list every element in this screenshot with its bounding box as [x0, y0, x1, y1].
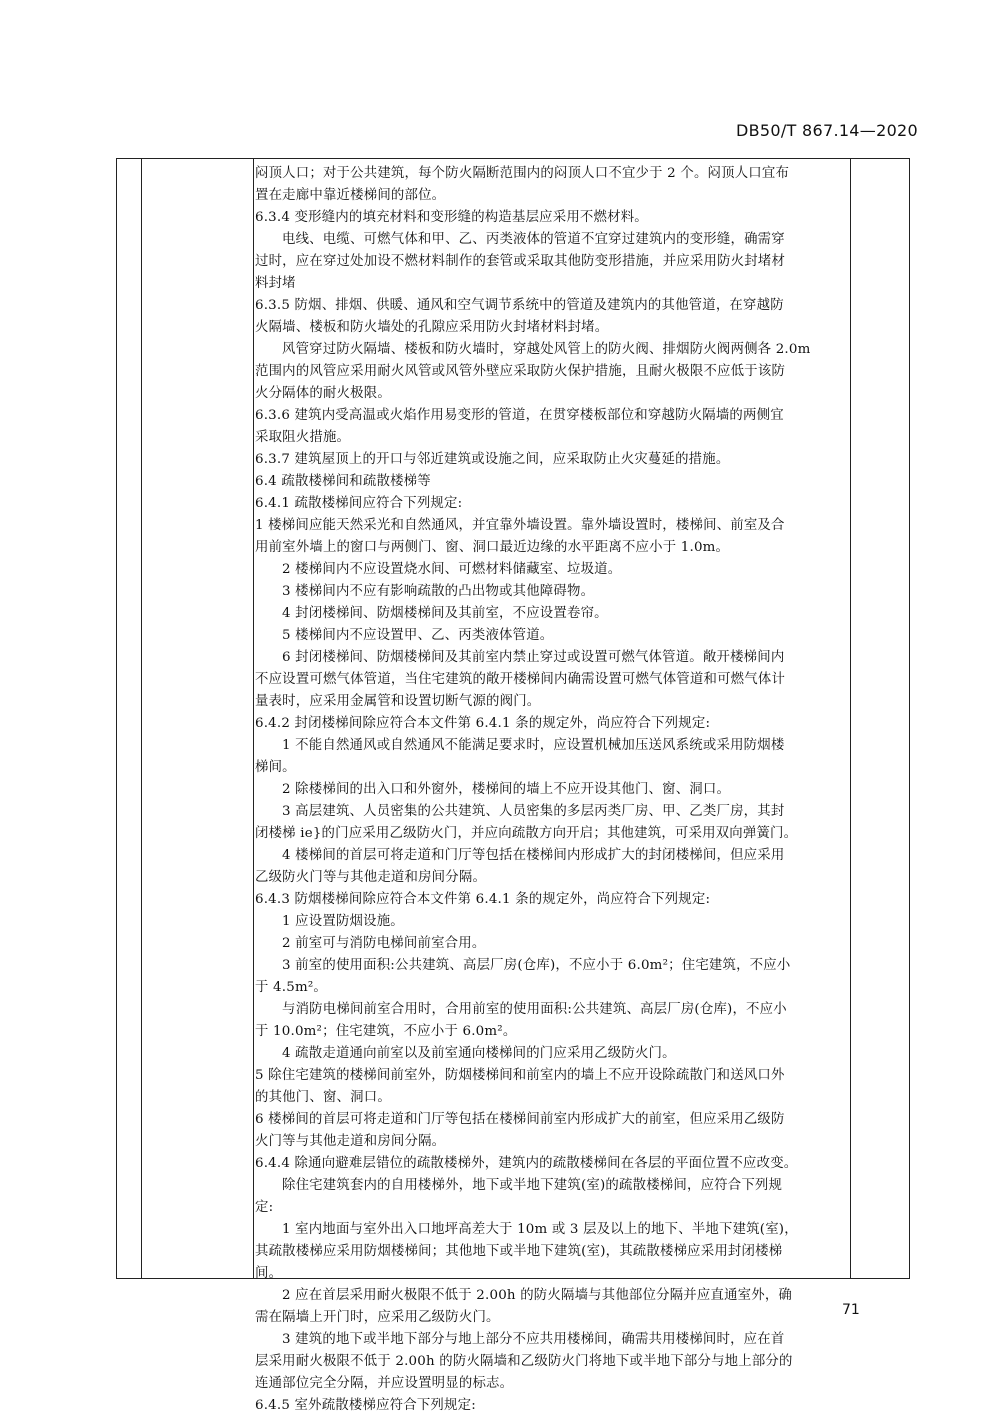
text-line: 除住宅建筑套内的自用楼梯外，地下或半地下建筑(室)的疏散楼梯间，应符合下列规: [282, 1178, 783, 1193]
text-line: 4 封闭楼梯间、防烟楼梯间及其前室，不应设置卷帘。: [282, 606, 608, 621]
text-line: 5 除住宅建筑的楼梯间前室外，防烟楼梯间和前室内的墙上不应开设除疏散门和送风口外: [255, 1068, 785, 1083]
text-line: 2 除楼梯间的出入口和外窗外，楼梯间的墙上不应开设其他门、窗、洞口。: [282, 782, 731, 797]
text-line: 6.4.2 封闭楼梯间除应符合本文件第 6.4.1 条的规定外，尚应符合下列规定:: [255, 716, 711, 731]
text-line: 3 前室的使用面积:公共建筑、高层厂房(仓库)，不应小于 6.0m²；住宅建筑，不应小: [282, 958, 791, 973]
text-line: 6.4 疏散楼梯间和疏散楼梯等: [255, 474, 431, 489]
text-line: 梯间。: [255, 760, 296, 775]
text-line: 不应设置可燃气体管道，当住宅建筑的敞开楼梯间内确需设置可燃气体管道和可燃气体计: [255, 672, 786, 687]
text-line: 范围内的风管应采用耐火风管或风管外壁应采取防火保护措施，且耐火极限不应低于该防: [255, 364, 786, 379]
text-line: 层采用耐火极限不低于 2.00h 的防火隔墙和乙级防火门将地下或半地下部分与地上部分的: [255, 1354, 793, 1369]
text-line: 6.4.4 除通向避难层错位的疏散楼梯外，建筑内的疏散楼梯间在各层的平面位置不应改变。: [255, 1156, 798, 1171]
text-line: 需在隔墙上开门时，应采用乙级防火门。: [255, 1310, 500, 1325]
text-line: 2 前室可与消防电梯间前室合用。: [282, 936, 486, 951]
text-line: 于 4.5m²。: [255, 980, 327, 995]
page-number: 71: [842, 1302, 860, 1318]
text-line: 火隔墙、楼板和防火墙处的孔隙应采用防火封堵材料封堵。: [255, 320, 609, 335]
text-line: 2 楼梯间内不应设置烧水间、可燃材料储藏室、垃圾道。: [282, 562, 622, 577]
text-line: 料封堵: [255, 276, 296, 291]
text-line: 其疏散楼梯应采用防烟楼梯间；其他地下或半地下建筑(室)，其疏散楼梯应采用封闭楼梯: [255, 1244, 783, 1259]
column-divider: [850, 159, 851, 1278]
text-line: 6.3.5 防烟、排烟、供暖、通风和空气调节系统中的管道及建筑内的其他管道，在穿越防: [255, 298, 784, 313]
text-line: 1 楼梯间应能天然采光和自然通风，并宜靠外墙设置。靠外墙设置时，楼梯间、前室及合: [255, 518, 785, 533]
column-divider: [141, 159, 142, 1278]
text-line: 置在走廊中靠近楼梯间的部位。: [255, 188, 446, 203]
text-line: 于 10.0m²；住宅建筑，不应小于 6.0m²。: [255, 1024, 517, 1039]
text-line: 闷顶人口；对于公共建筑，每个防火隔断范围内的闷顶人口不宜少于 2 个。闷顶人口宜布: [255, 166, 790, 181]
text-line: 1 应设置防烟设施。: [282, 914, 404, 929]
text-line: 连通部位完全分隔，并应设置明显的标志。: [255, 1376, 514, 1391]
text-line: 3 高层建筑、人员密集的公共建筑、人员密集的多层丙类厂房、甲、乙类厂房，其封: [282, 804, 785, 819]
column-divider: [253, 159, 254, 1278]
text-line: 5 楼梯间内不应设置甲、乙、丙类液体管道。: [282, 628, 554, 643]
text-line: 与消防电梯间前室合用时，合用前室的使用面积:公共建筑、高层厂房(仓库)，不应小: [282, 1002, 787, 1017]
text-line: 风管穿过防火隔墙、楼板和防火墙时，穿越处风管上的防火阀、排烟防火阀两侧各 2.0m: [282, 342, 811, 357]
text-line: 6.4.1 疏散楼梯间应符合下列规定:: [255, 496, 463, 511]
text-line: 定:: [255, 1200, 274, 1215]
text-line: 量表时，应采用金属管和设置切断气源的阀门。: [255, 694, 541, 709]
text-line: 火分隔体的耐火极限。: [255, 386, 391, 401]
text-line: 电线、电缆、可燃气体和甲、乙、丙类液体的管道不宜穿过建筑内的变形缝，确需穿: [282, 232, 785, 247]
text-line: 6.3.6 建筑内受高温或火焰作用易变形的管道，在贯穿楼板部位和穿越防火隔墙的两侧宜: [255, 408, 784, 423]
text-line: 2 应在首层采用耐火极限不低于 2.00h 的防火隔墙与其他部位分隔并应直通室外，确: [282, 1288, 793, 1303]
text-line: 的其他门、窗、洞口。: [255, 1090, 391, 1105]
text-line: 1 不能自然通风或自然通风不能满足要求时，应设置机械加压送风系统或采用防烟楼: [282, 738, 785, 753]
text-line: 6 楼梯间的首层可将走道和门厅等包括在楼梯间前室内形成扩大的前室，但应采用乙级防: [255, 1112, 785, 1127]
document-code: DB50/T 867.14—2020: [736, 121, 919, 140]
text-line: 火门等与其他走道和房间分隔。: [255, 1134, 446, 1149]
text-line: 乙级防火门等与其他走道和房间分隔。: [255, 870, 487, 885]
text-line: 用前室外墙上的窗口与两侧门、窗、洞口最近边缘的水平距离不应小于 1.0m。: [255, 540, 730, 555]
text-line: 4 楼梯间的首层可将走道和门厅等包括在楼梯间内形成扩大的封闭楼梯间，但应采用: [282, 848, 785, 863]
text-line: 4 疏散走道通向前室以及前室通向楼梯间的门应采用乙级防火门。: [282, 1046, 676, 1061]
text-line: 6 封闭楼梯间、防烟楼梯间及其前室内禁止穿过或设置可燃气体管道。敞开楼梯间内: [282, 650, 785, 665]
text-line: 3 建筑的地下或半地下部分与地上部分不应共用楼梯间，确需共用楼梯间时，应在首: [282, 1332, 785, 1347]
text-line: 6.3.4 变形缝内的填充材料和变形缝的构造基层应采用不燃材料。: [255, 210, 648, 225]
text-line: 6.3.7 建筑屋顶上的开口与邻近建筑或设施之间，应采取防止火灾蔓延的措施。: [255, 452, 730, 467]
text-line: 采取阻火措施。: [255, 430, 351, 445]
text-line: 间。: [255, 1266, 283, 1281]
text-line: 过时，应在穿过处加设不燃材料制作的套管或采取其他防变形措施，并应采用防火封堵材: [255, 254, 786, 269]
text-line: 3 楼梯间内不应有影响疏散的凸出物或其他障碍物。: [282, 584, 595, 599]
text-line: 1 室内地面与室外出入口地坪高差大于 10m 或 3 层及以上的地下、半地下建筑(室)，: [282, 1222, 798, 1237]
clause-text-cell: [255, 163, 849, 1417]
text-line: 6.4.5 室外疏散楼梯应符合下列规定:: [255, 1398, 476, 1413]
text-line: 6.4.3 防烟楼梯间除应符合本文件第 6.4.1 条的规定外，尚应符合下列规定:: [255, 892, 711, 907]
text-line: 闭楼梯 ie}的门应采用乙级防火门，并应向疏散方向开启；其他建筑，可采用双向弹簧门。: [255, 826, 798, 841]
